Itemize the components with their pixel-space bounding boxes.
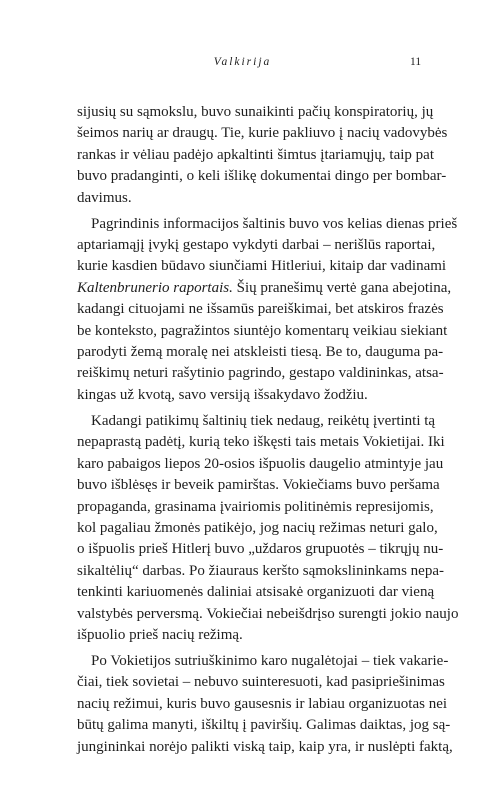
running-header xyxy=(0,52,485,72)
running-title: Valkirija xyxy=(213,56,272,68)
text-line: reiškimų neturi rašytinio pagrindo, gestapo valdininkas, atsa- xyxy=(77,365,444,382)
text-line: be konteksto, pagražintos siuntėjo komentarų veikiau siekiant xyxy=(77,322,448,339)
text-line: karo pabaigos liepos 20-osios išpuolis daugelio atmintyje jau xyxy=(77,455,444,472)
text-line: čiai, tiek sovietai – nebuvo suinteresuoti, kad pasipriešinimas xyxy=(77,674,445,691)
text-line: tenkinti kariuomenės daliniai atsisakė organizuoti dar vieną xyxy=(77,584,435,601)
text-line: parodyti žemą moralę nei atskleisti tiesą. Be to, dauguma pa- xyxy=(77,344,444,361)
text-line: išpuolio prieš nacių režimą. xyxy=(77,626,243,643)
italic-phrase: Kaltenbrunerio raportais. xyxy=(77,279,233,296)
paragraph xyxy=(77,214,458,407)
text-line: sikaltėlių“ darbas. Po žiauraus keršto sąmokslininkams nepa- xyxy=(77,562,444,579)
text-line: kol pagaliau žmonės patikėjo, jog nacių režimas neturi galo, xyxy=(77,519,438,536)
text-line: kurie kasdien būdavo siunčiami Hitleriui, kitaip dar vadinami xyxy=(77,258,447,275)
text-line: jungininkai norėjo palikti viską taip, kaip yra, ir nuslėpti faktą, xyxy=(77,738,453,755)
text-line: šeimos narių ar draugų. Tie, kurie pakliuvo į nacių vadovybės xyxy=(77,125,448,142)
text-line: būtų galima manyti, iškiltų į paviršių. Galimas daiktas, jog są- xyxy=(77,717,451,734)
text-line: o išpuolis prieš Hitlerį buvo „uždaros grupuotės – tikrųjų nu- xyxy=(77,541,444,558)
text-line: Po Vokietijos sutriuškinimo karo nugalėtojai – tiek vakarie- xyxy=(91,652,449,669)
text-line: sijusių su sąmokslu, buvo sunaikinti pačių konspiratorių, jų xyxy=(77,104,434,120)
body-text xyxy=(77,102,459,763)
text-line: kingas už kvotą, savo versiją išsakydavo žodžiu. xyxy=(77,386,368,403)
text-line: kadangi cituojami ne išsamūs pareiškimai, bet atskiros frazės xyxy=(77,301,444,318)
text-line: buvo išblėsęs ir beveik pamirštas. Vokiečiams buvo peršama xyxy=(77,477,440,494)
page-number: 11 xyxy=(410,56,422,68)
text-line: propaganda, grasinama įvairiomis politinėmis represijomis, xyxy=(77,498,434,515)
text-line: buvo pradanginti, o keli išlikę dokumentai dingo per bombar- xyxy=(77,168,447,185)
text-line: nepaprastą padėtį, kurią teko iškęsti tais metais Vokietijai. Iki xyxy=(77,434,445,451)
text-line: Kadangi patikimų šaltinių tiek nedaug, reikėtų įvertinti tą xyxy=(91,412,436,429)
text-line: Kaltenbrunerio raportais. Šių pranešimų vertė gana abejotina, xyxy=(77,279,452,296)
text-line: aptariamąjį įvykį gestapo vykdyti darbai – nerišlūs raportai, xyxy=(77,237,436,254)
text-line: davimus. xyxy=(77,189,132,206)
paragraph xyxy=(77,102,448,209)
paragraph xyxy=(77,411,459,646)
text-line: nacių režimui, kuris buvo gausesnis ir labiau organizuotas nei xyxy=(77,695,448,712)
text-line: Pagrindinis informacijos šaltinis buvo vos kelias dienas prieš xyxy=(91,215,458,232)
text-line: rankas ir vėliau padėjo apkaltinti šimtus įtariamųjų, taip pat xyxy=(77,146,434,163)
paragraph xyxy=(77,651,453,758)
text-line: valstybės perversmą. Vokiečiai nebeišdrįso surengti jokio naujo xyxy=(77,605,459,622)
